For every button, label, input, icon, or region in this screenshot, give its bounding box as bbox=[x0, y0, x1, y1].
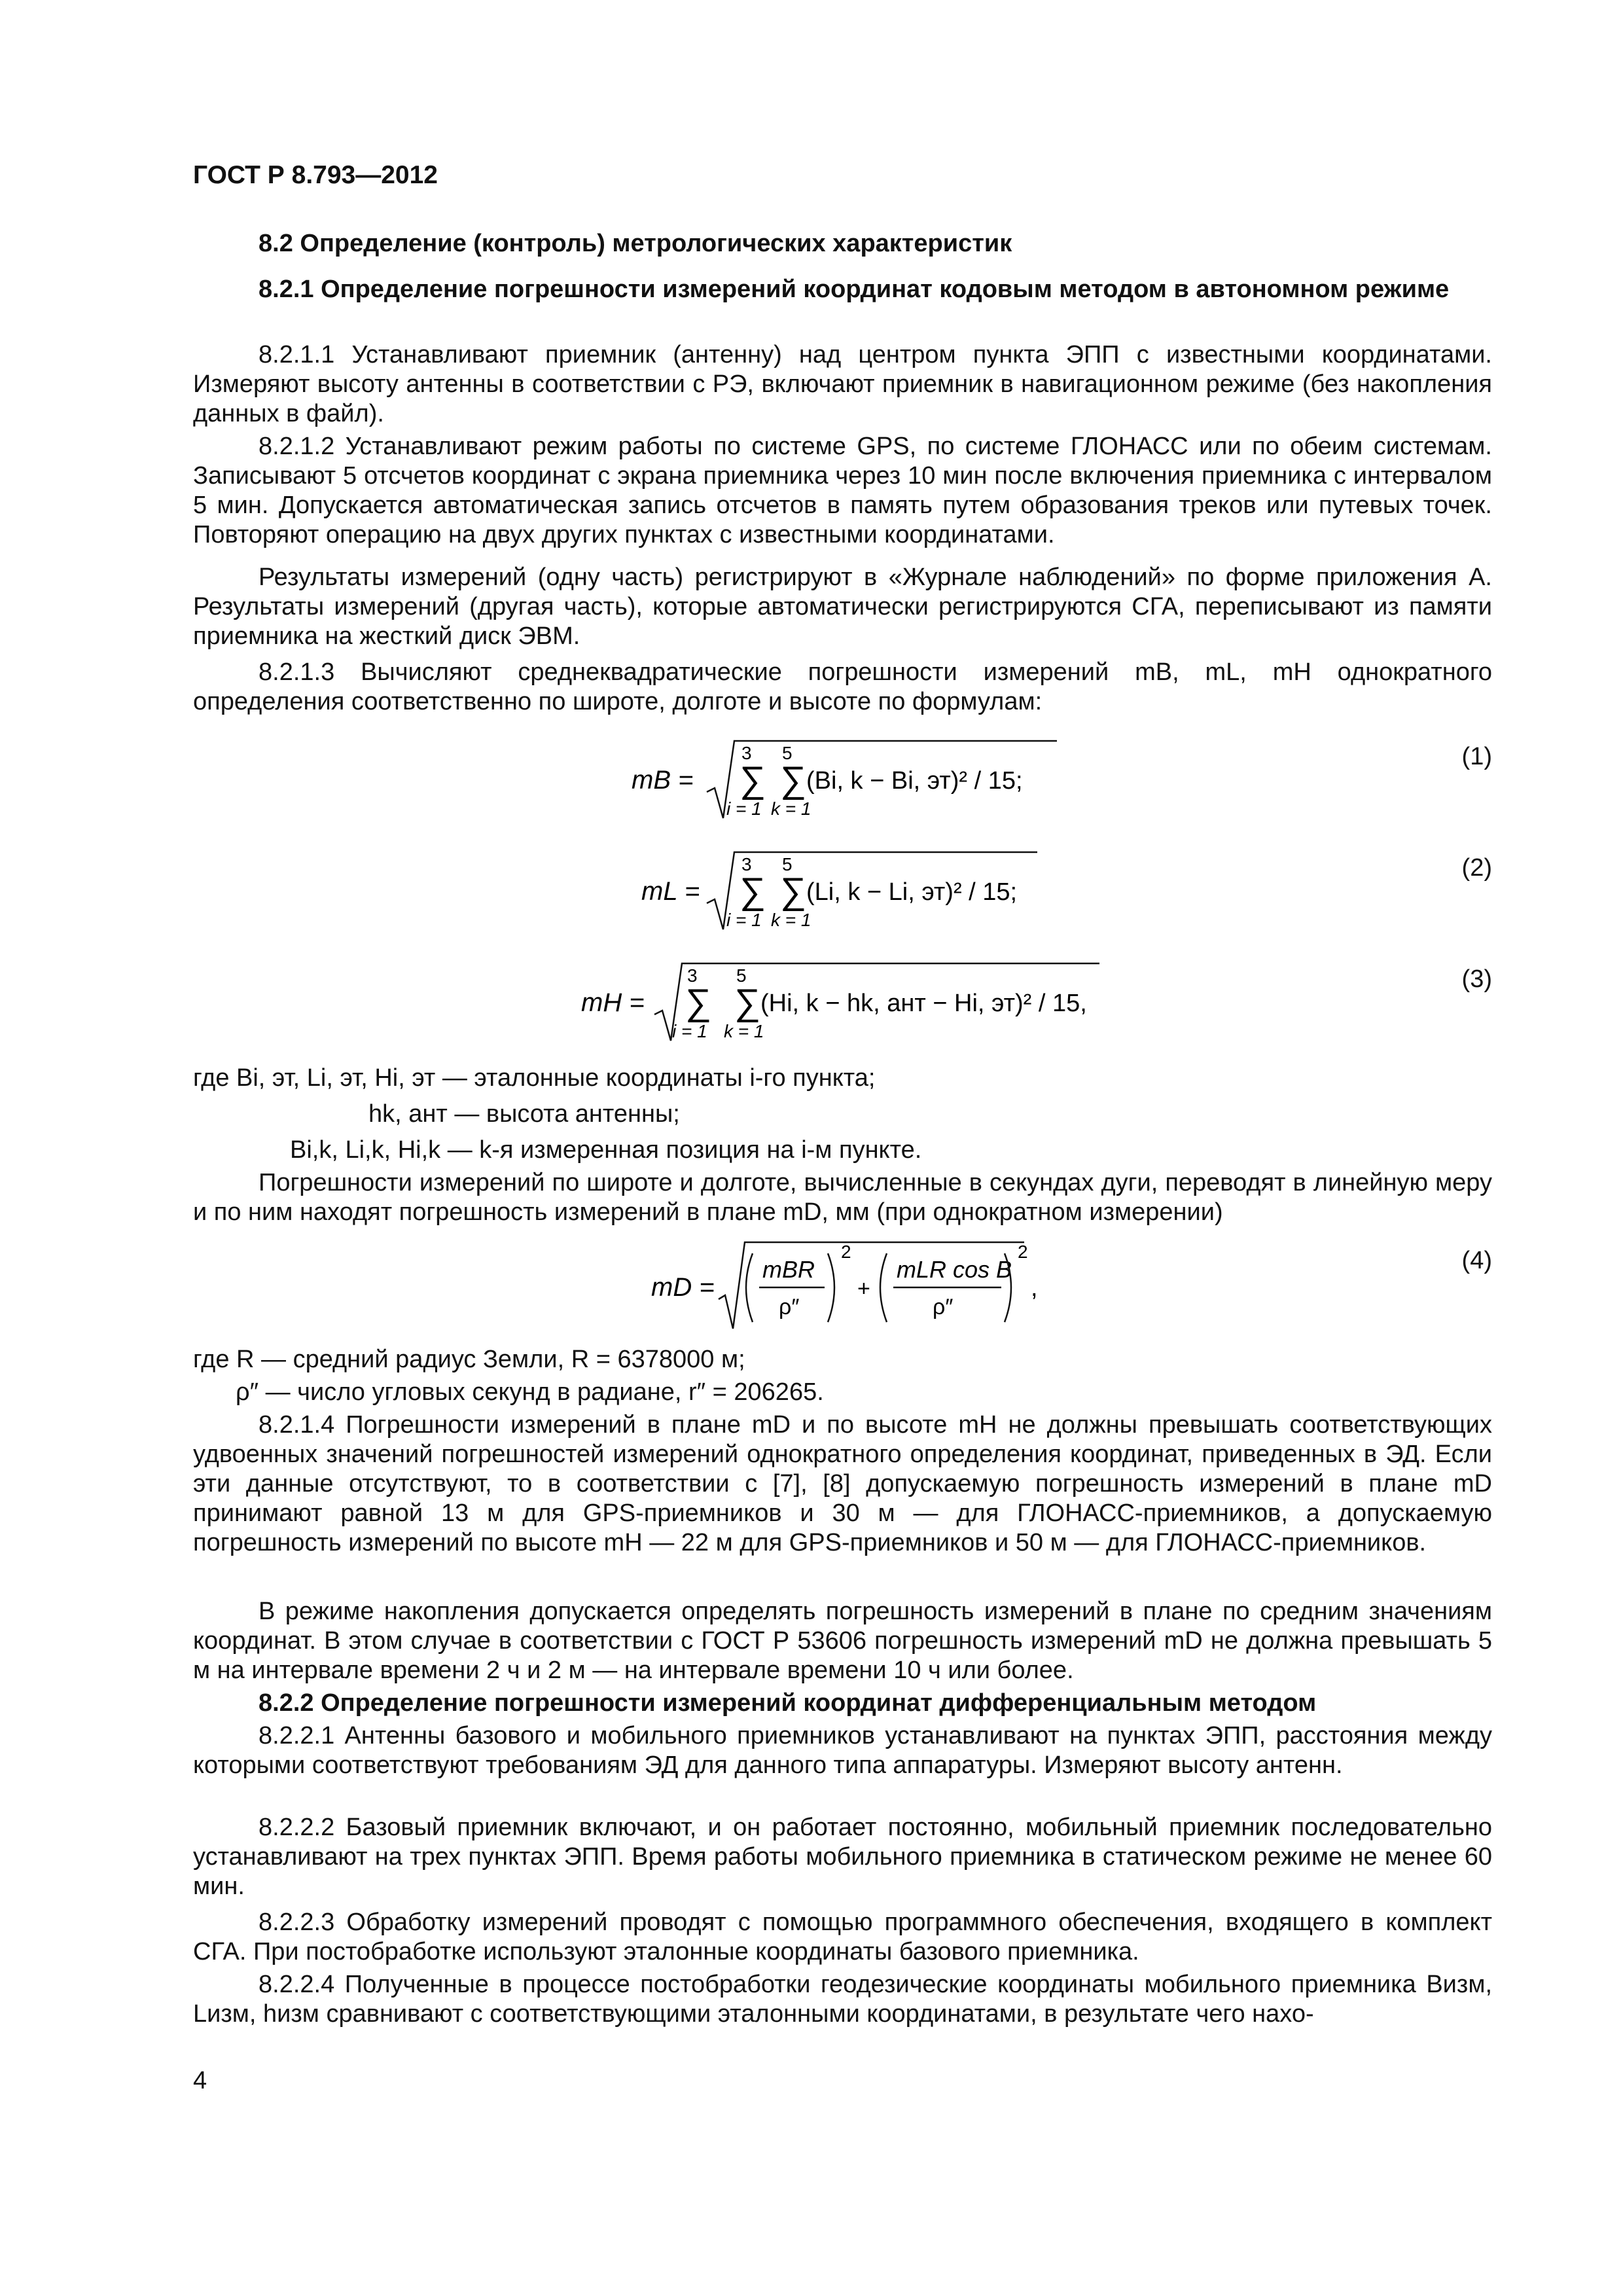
formula-3-svg bbox=[0, 956, 1623, 1047]
formula-3-number: (3) bbox=[1461, 965, 1492, 993]
paragraph-8-2-1-1: 8.2.1.1 Устанавливают приемник (антенну) над центром пункта ЭПП с известными координатами. Измеряют высоту антенны в соответствии с РЭ, включают приемник в навигационном режиме (без накопления данных в файл). bbox=[193, 341, 1492, 427]
formula-4-radical bbox=[719, 1242, 1024, 1329]
formula-3 bbox=[0, 956, 1623, 1047]
where-antenna-height: hk, ант — высота антенны; bbox=[368, 1100, 680, 1128]
formula-4-num-1: mBR bbox=[762, 1256, 815, 1283]
where-measured-position: Bi,k, Li,k, Hi,k — k-я измеренная позиция на i-м пункте. bbox=[290, 1136, 922, 1164]
formula-4-den-1: ρ″ bbox=[779, 1295, 800, 1319]
formula-2-sum-i-top: 3 bbox=[741, 854, 752, 874]
formula-4-den-2: ρ″ bbox=[933, 1295, 954, 1319]
where-earth-radius: где R — средний радиус Земли, R = 6378000 м; bbox=[193, 1346, 745, 1373]
page-number: 4 bbox=[193, 2067, 207, 2094]
paragraph-8-2-2-4: 8.2.2.4 Полученные в процессе постобработки геодезические координаты мобильного приемника Bизм, Lизм, hизм сравнивают с соответствующими эталонными координатами, в результате чего нахо- bbox=[193, 1971, 1492, 2028]
paragraph-8-2-1-2: 8.2.1.2 Устанавливают режим работы по системе GPS, по системе ГЛОНАСС или по обеим системам. Записывают 5 отсчетов координат с экрана приемника через 10 мин после включения приемника с интервалом 5 мин. Допускается автоматическая запись отсчетов в память путем образования треков или путевых точек. Повторяют операцию на двух других пунктах с известными координатами. bbox=[193, 433, 1492, 548]
paragraph-8-2-2-2: 8.2.2.2 Базовый приемник включают, и он работает постоянно, мобильный приемник последовательно устанавливают на трех пунктах ЭПП. Время работы мобильного приемника в статическом режиме не менее 60 мин. bbox=[193, 1814, 1492, 1900]
formula-1-sum-k-bottom: k = 1 bbox=[771, 798, 812, 819]
section-heading-8-2-1: 8.2.1 Определение погрешности измерений координат кодовым методом в автономном режиме bbox=[259, 276, 1450, 303]
formula-1-sum-i-bottom: i = 1 bbox=[726, 798, 762, 819]
where-reference-coords: где Bi, эт, Li, эт, Hi, эт — эталонные координаты i-го пункта; bbox=[193, 1064, 876, 1092]
formula-2-lhs: mL = bbox=[641, 877, 700, 906]
formula-2-body: (Li, k − Li, эт)² / 15; bbox=[806, 878, 1018, 906]
formula-3-sum-k-top: 5 bbox=[736, 965, 747, 986]
paragraph-8-2-1-3: 8.2.1.3 Вычисляют среднеквадратические погрешности измерений mB, mL, mH однократного определения соответственно по широте, долготе и высоте по формулам: bbox=[193, 658, 1492, 715]
formula-3-body: (Hi, k − hk, ант − Hi, эт)² / 15, bbox=[760, 990, 1087, 1017]
formula-4-num-2: mLR cos B bbox=[897, 1256, 1012, 1283]
formula-2-sigma-k: ∑ bbox=[780, 870, 806, 911]
formula-2 bbox=[0, 844, 1623, 936]
paragraph-8-2-1-4: 8.2.1.4 Погрешности измерений в плане mD и по высоте mH не должны превышать соответствующих удвоенных значений погрешностей измерений однократного определения координат, приведенных в ЭД. Если эти данные отсутствуют, то в соответствии с [7], [8] допускаемую погрешность измерений в плане mD принимают равной 13 м для GPS-приемников и 30 м — для ГЛОНАСС-приемников, а допускаемую погрешность измерений по высоте mH — 22 м для GPS-приемников и 50 м — для ГЛОНАСС-приемников. bbox=[193, 1411, 1492, 1556]
formula-2-sigma-i: ∑ bbox=[740, 870, 766, 911]
formula-1 bbox=[0, 733, 1623, 825]
formula-1-sum-i-top: 3 bbox=[741, 743, 752, 763]
formula-2-sum-k-top: 5 bbox=[782, 854, 793, 874]
formula-3-lhs: mH = bbox=[581, 988, 645, 1017]
formula-1-sigma-i: ∑ bbox=[740, 759, 766, 800]
paragraph-8-2-2-3: 8.2.2.3 Обработку измерений проводят с помощью программного обеспечения, входящего в комплект СГА. При постобработке используют эталонные координаты базового приемника. bbox=[193, 1909, 1492, 1965]
formula-3-sum-i-bottom: i = 1 bbox=[672, 1021, 707, 1041]
paragraph-plan-error: Погрешности измерений по широте и долготе, вычисленные в секундах дуги, переводят в линейную меру и по ним находят погрешность измерений в плане mD, мм (при однократном измерении) bbox=[193, 1169, 1492, 1226]
where-rho: ρ″ — число угловых секунд в радиане, r″ = 206265. bbox=[236, 1378, 824, 1406]
formula-4-lhs: mD = bbox=[651, 1273, 715, 1302]
formula-2-sum-k-bottom: k = 1 bbox=[771, 910, 812, 930]
formula-1-body: (Bi, k − Bi, эт)² / 15; bbox=[806, 767, 1023, 795]
paragraph-8-2-2-1: 8.2.2.1 Антенны базового и мобильного приемников устанавливают на пунктах ЭПП, расстояния между которыми соответствуют требованиям ЭД для данного типа аппаратуры. Измеряют высоту антенн. bbox=[193, 1722, 1492, 1779]
formula-2-number: (2) bbox=[1461, 854, 1492, 882]
formula-2-svg bbox=[0, 844, 1623, 936]
formula-3-sum-i-top: 3 bbox=[687, 965, 698, 986]
section-heading-8-2: 8.2 Определение (контроль) метрологических характеристик bbox=[259, 230, 1012, 257]
formula-1-svg bbox=[0, 733, 1623, 825]
formula-4-left-paren-1 bbox=[746, 1253, 753, 1322]
formula-1-sigma-k: ∑ bbox=[780, 759, 806, 800]
formula-3-sum-k-bottom: k = 1 bbox=[724, 1021, 764, 1041]
formula-4-exp-1: 2 bbox=[841, 1242, 851, 1262]
formula-4 bbox=[0, 1237, 1623, 1335]
formula-1-sum-k-top: 5 bbox=[782, 743, 793, 763]
formula-1-lhs: mB = bbox=[632, 766, 694, 795]
formula-3-sigma-i: ∑ bbox=[685, 981, 711, 1022]
formula-4-svg bbox=[0, 1237, 1623, 1335]
formula-4-plus: + bbox=[857, 1276, 870, 1301]
formula-4-right-paren-1 bbox=[828, 1253, 834, 1322]
section-heading-8-2-2: 8.2.2 Определение погрешности измерений координат дифференциальным методом bbox=[259, 1689, 1317, 1717]
formula-2-sum-i-bottom: i = 1 bbox=[726, 910, 762, 930]
formula-3-sigma-k: ∑ bbox=[734, 981, 760, 1022]
formula-4-exp-2: 2 bbox=[1018, 1242, 1028, 1262]
formula-1-number: (1) bbox=[1461, 743, 1492, 770]
paragraph-results: Результаты измерений (одну часть) регистрируют в «Журнале наблюдений» по форме приложения А. Результаты измерений (другая часть), которые автоматически регистрируются СГА, переписывают из памяти приемника на жесткий диск ЭВМ. bbox=[193, 564, 1492, 650]
formula-4-left-paren-2 bbox=[880, 1253, 887, 1322]
formula-4-number: (4) bbox=[1461, 1247, 1492, 1274]
document-header: ГОСТ Р 8.793—2012 bbox=[193, 161, 438, 189]
paragraph-accumulation: В режиме накопления допускается определять погрешность измерений в плане по средним значениям координат. В этом случае в соответствии с ГОСТ Р 53606 погрешность измерений mD не должна превышать 5 м на интервале времени 2 ч и 2 м — на интервале времени 10 ч или более. bbox=[193, 1598, 1492, 1684]
formula-4-comma: , bbox=[1031, 1274, 1038, 1302]
